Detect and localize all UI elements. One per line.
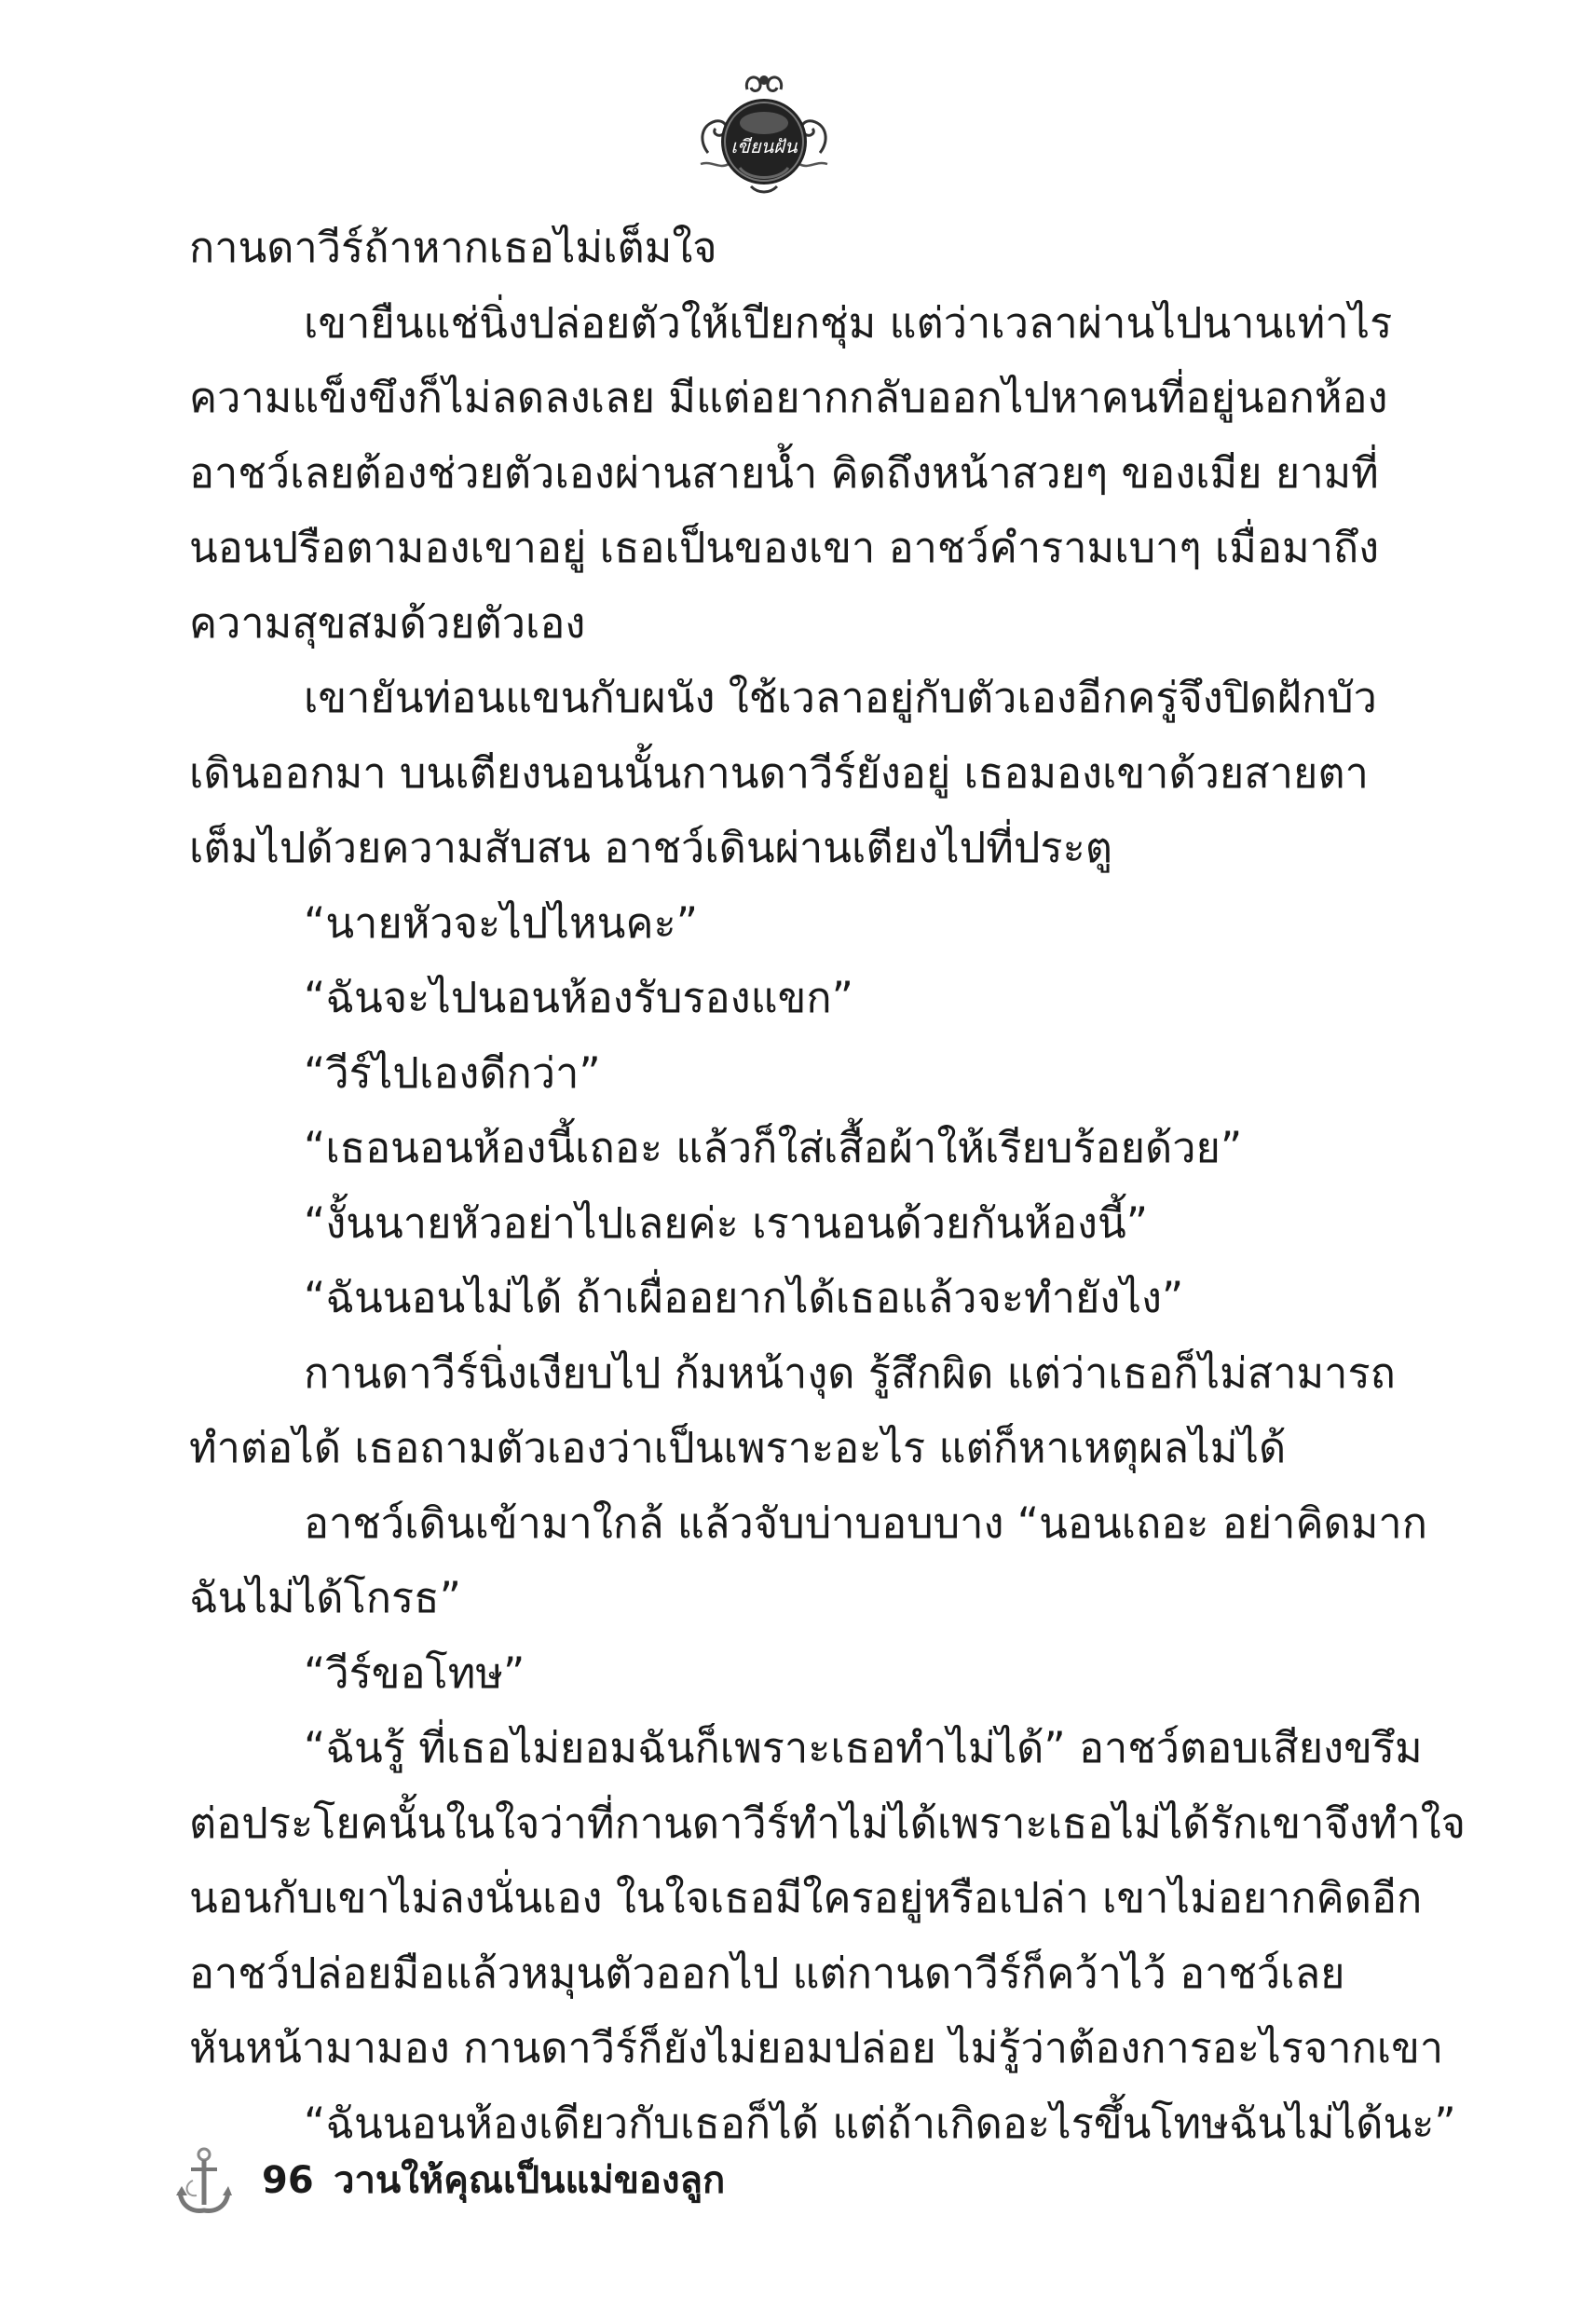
text-line: เดินออกมา บนเตียงนอนนั้นกานดาวีร์ยังอยู่ เธอมองเขาด้วยสายตา [189, 747, 1369, 798]
dialogue-line: “ฉันจะไปนอนห้องรับรองแขก” [304, 973, 853, 1022]
book-title: วานให้คุณเป็นแม่ของลูก [334, 2159, 726, 2202]
dialogue-line: “วีร์ขอโทษ” [304, 1648, 525, 1698]
text-line: อาชว์เลยต้องช่วยตัวเองผ่านสายน้ำ คิดถึงหน้าสวยๆ ของเมีย ยามที่ [189, 447, 1379, 498]
page-number: 96 [262, 2159, 314, 2202]
text-line: เขายันท่อนแขนกับผนัง ใช้เวลาอยู่กับตัวเองอีกครู่จึงปิดฝักบัว [304, 673, 1377, 722]
dialogue-line: “ฉันนอนไม่ได้ ถ้าเผื่ออยากได้เธอแล้วจะทำยังไง” [304, 1273, 1184, 1322]
text-line: กานดาวีร์ถ้าหากเธอไม่เต็มใจ [189, 223, 717, 272]
chapter-body [189, 211, 1466, 2161]
dialogue-line: “เธอนอนห้องนี้เถอะ แล้วก็ใส่เสื้อผ้าให้เรียบร้อยด้วย” [304, 1123, 1243, 1172]
dialogue-line: “วีร์ไปเองดีกว่า” [304, 1047, 601, 1098]
page-footer [172, 2143, 1011, 2218]
text-line: อาชว์ปล่อยมือแล้วหมุนตัวออกไป แต่กานดาวีร์ก็คว้าไว้ อาชว์เลย [189, 1948, 1345, 1998]
text-line: หันหน้ามามอง กานดาวีร์ก็ยังไม่ยอมปล่อย ไม่รู้ว่าต้องการอะไรจากเขา [189, 2023, 1444, 2072]
dialogue-line: “ฉันนอนห้องเดียวกับเธอก็ได้ แต่ถ้าเกิดอะไรขึ้นโทษฉันไม่ได้นะ” [304, 2098, 1456, 2148]
dialogue-line: “งั้นนายหัวอย่าไปเลยค่ะ เรานอนด้วยกันห้องนี้” [304, 1197, 1149, 1248]
text-line: นอนกับเขาไม่ลงนั่นเอง ในใจเธอมีใครอยู่หรือเปล่า เขาไม่อยากคิดอีก [189, 1873, 1423, 1922]
text-line: “ฉันรู้ ที่เธอไม่ยอมฉันก็เพราะเธอทำไม่ได้” อาชว์ตอบเสียงขรึม [304, 1723, 1423, 1772]
anchor-icon [172, 2143, 232, 2218]
text-line: ความสุขสมด้วยตัวเอง [189, 597, 586, 648]
ornamental-crest-icon [691, 67, 837, 198]
text-line: กานดาวีร์นิ่งเงียบไป ก้มหน้างุด รู้สึกผิด แต่ว่าเธอก็ไม่สามารถ [304, 1347, 1396, 1398]
text-line: ต่อประโยคนั้นในใจว่าที่กานดาวีร์ทำไม่ได้เพราะเธอไม่ได้รักเขาจึงทำใจ [189, 1798, 1466, 1848]
text-line: ทำต่อได้ เธอถามตัวเองว่าเป็นเพราะอะไร แต่ก็หาเหตุผลไม่ได้ [189, 1423, 1287, 1472]
text-line: เขายืนแช่นิ่งปล่อยตัวให้เปียกชุ่ม แต่ว่าเวลาผ่านไปนานเท่าไร [304, 297, 1393, 348]
text-line: นอนปรือตามองเขาอยู่ เธอเป็นของเขา อาชว์คำรามเบาๆ เมื่อมาถึง [189, 523, 1380, 572]
text-line: อาชว์เดินเข้ามาใกล้ แล้วจับบ่าบอบบาง “นอนเถอะ อย่าคิดมาก [304, 1497, 1427, 1548]
dialogue-line: “นายหัวจะไปไหนคะ” [304, 897, 699, 948]
logo-text: เขียนฝัน [730, 135, 798, 157]
text-line: เต็มไปด้วยความสับสน อาชว์เดินผ่านเตียงไปที่ประตู [189, 823, 1112, 872]
text-line: ฉันไม่ได้โกรธ” [189, 1573, 461, 1622]
text-line: ความแข็งขึงก็ไม่ลดลงเลย มีแต่อยากกลับออกไปหาคนที่อยู่นอกห้อง [189, 373, 1388, 422]
